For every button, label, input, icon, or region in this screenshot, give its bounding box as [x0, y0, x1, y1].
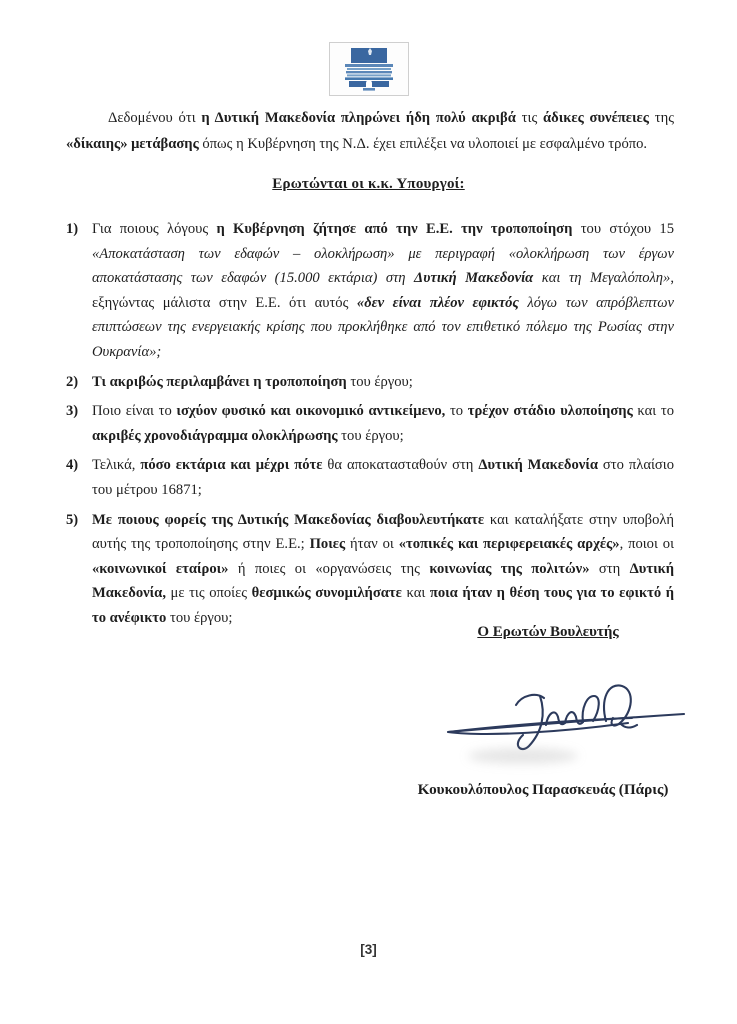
- question-item-5: [66, 508, 674, 631]
- question-number: 5): [66, 511, 79, 528]
- signatory-name: Κουκουλόπουλος Παρασκευάς (Πάρις): [417, 781, 669, 798]
- hellenic-parliament-emblem-icon: [337, 47, 401, 91]
- question-text: Ποιο είναι το ισχύον φυσικό και οικονομικό αντικείμενο, το τρέχον στάδιο υλοποίησης και το ακριβές χρονοδιάγραμμα ολοκλήρωσης του έργου;: [92, 403, 675, 444]
- question-text: Τι ακριβώς περιλαμβάνει η τροποποίηση του έργου;: [92, 373, 413, 390]
- question-number: 3): [66, 403, 79, 420]
- question-number: 2): [66, 373, 79, 390]
- intro-paragraph: Δεδομένου ότι η Δυτική Μακεδονία πληρώνει ήδη πολύ ακριβά τις άδικες συνέπειες της «δίκαιης» μετάβασης όπως η Κυβέρνηση της Ν.Δ. έχει επιλέξει να υλοποιεί με εσφαλμένο τρόπο.: [66, 109, 675, 152]
- question-item-1: [66, 217, 674, 365]
- question-text: Με ποιους φορείς της Δυτικής Μακεδονίας διαβουλευτήκατε και καταλήξατε στην υποβολή αυτής της τροποποίησης στην Ε.Ε.; Ποιες ήταν οι «τοπικές και περιφερειακές αρχές», ποιοι οι «κοινωνικοί εταίροι» ή ποιες οι «οργανώσεις της κοινωνίας της πολιτών» στη Δυτική Μακεδονία, με τις οποίες θεσμικώς συνομιλήσατε και ποια ήταν η θέση τους για το εφικτό ή το ανέφικτο του έργου;: [92, 511, 675, 626]
- questions-heading: Ερωτώνται οι κ.κ. Υπουργοί:: [272, 176, 465, 192]
- question-text: Για ποιους λόγους η Κυβέρνηση ζήτησε από την Ε.Ε. την τροποποίηση του στόχου 15 «Αποκατάσταση των εδαφών – ολοκλήρωση» με περιγραφή «ολοκλήρωση των έργων αποκατάστασης των εδαφών (15.000 εκτάρια) στη Δυτική Μακεδονία και τη Μεγαλόπολη», εξηγώντας μάλιστα στην Ε.Ε. ότι αυτός «δεν είναι πλέον εφικτός λόγω των απρόβλεπτων επιπτώσεων της ενεργειακής κρίσης που προκλήθηκε από τον επιθετικό πόλεμο της Ρωσίας στην Ουκρανία»;: [92, 221, 675, 360]
- scan-smudge: [468, 748, 578, 764]
- questions-list: [66, 217, 674, 636]
- question-number: 1): [66, 221, 79, 237]
- question-text: Τελικά, πόσο εκτάρια και μέχρι πότε θα αποκατασταθούν στη Δυτική Μακεδονία στο πλαίσιο του μέτρου 16871;: [92, 457, 674, 498]
- parliament-logo: [329, 42, 409, 96]
- signatory-role-label: Ο Ερωτών Βουλευτής: [477, 624, 619, 640]
- question-item-4: [66, 453, 674, 502]
- question-item-2: [66, 370, 674, 395]
- page-number: [3]: [360, 942, 377, 957]
- question-number: 4): [66, 457, 79, 474]
- question-item-3: [66, 399, 674, 448]
